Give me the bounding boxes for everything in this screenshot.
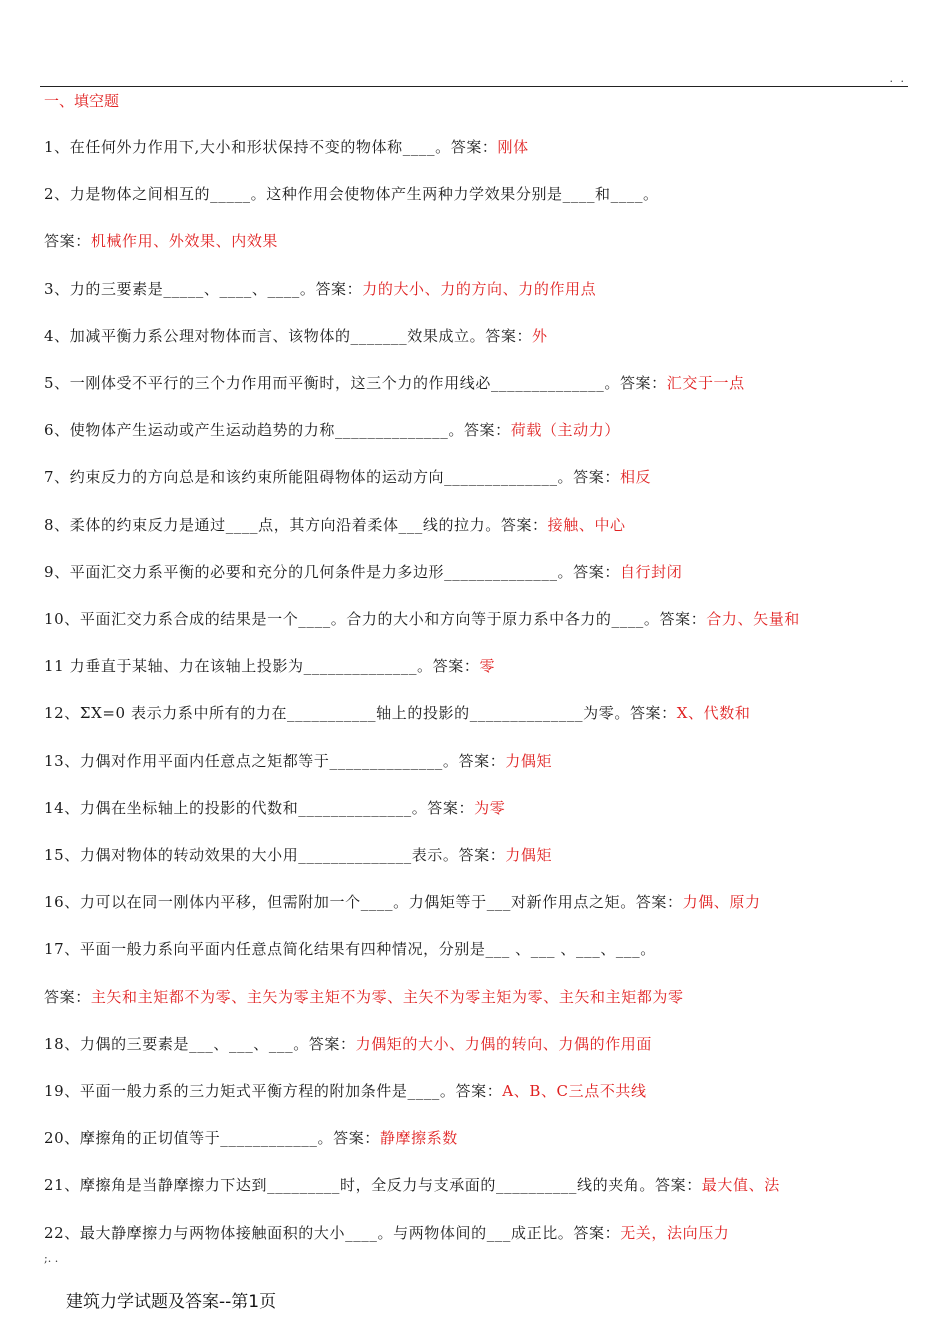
question-text: 15、力偶对物体的转动效果的大小用______________表示。答案：	[44, 846, 506, 864]
question-line	[44, 751, 924, 771]
question-text: 20、摩擦角的正切值等于____________。答案：	[44, 1129, 380, 1147]
question-line	[44, 515, 924, 535]
question-line	[44, 326, 924, 346]
page-footer: 建筑力学试题及答案--第1页	[66, 1292, 277, 1312]
question-text: 18、力偶的三要素是___、___、___。答案：	[44, 1035, 356, 1053]
question-line	[44, 1128, 924, 1148]
question-line	[44, 703, 924, 723]
question-line	[44, 420, 924, 440]
answer-text: A、B、C三点不共线	[502, 1082, 647, 1100]
answer-text: 合力、矢量和	[706, 610, 800, 628]
question-text: 11 力垂直于某轴、力在该轴上投影为______________。答案：	[44, 657, 480, 675]
question-line	[44, 137, 924, 157]
question-text: 答案：	[44, 988, 91, 1006]
question-text: 19、平面一般力系的三力矩式平衡方程的附加条件是____。答案：	[44, 1082, 503, 1100]
question-line	[44, 279, 924, 299]
answer-text: 自行封闭	[619, 563, 683, 581]
question-text: 4、加减平衡力系公理对物体而言、该物体的_______效果成立。答案：	[44, 327, 533, 345]
question-text: 2、力是物体之间相互的_____。这种作用会使物体产生两种力学效果分别是____和____。	[44, 185, 659, 203]
header-corner-mark: . .	[889, 72, 906, 85]
question-text: 13、力偶对作用平面内任意点之矩都等于______________。答案：	[44, 752, 506, 770]
answer-text: 荷载（主动力）	[510, 421, 620, 439]
question-line	[44, 1034, 924, 1054]
question-line	[44, 184, 924, 204]
answer-text: 力偶矩	[505, 846, 553, 864]
question-line	[44, 939, 924, 959]
answer-text: 接触、中心	[547, 516, 626, 534]
answer-text: 最大值、法	[701, 1176, 780, 1194]
answer-text: 外	[532, 327, 548, 345]
question-text: 8、柔体的约束反力是通过____点，其方向沿着柔体___线的拉力。答案：	[44, 516, 548, 534]
question-text: 12、ΣX=0 表示力系中所有的力在___________轴上的投影的______________为零。答案：	[44, 704, 677, 722]
answer-text: 相反	[619, 468, 652, 486]
question-text: 9、平面汇交力系平衡的必要和充分的几何条件是力多边形______________。答案：	[44, 563, 620, 581]
answer-text: 刚体	[497, 138, 529, 156]
question-text: 10、平面汇交力系合成的结果是一个____。合力的大小和方向等于原力系中各力的____。答案：	[44, 610, 707, 628]
question-line	[44, 467, 924, 487]
question-line	[44, 1175, 924, 1195]
answer-text: 静摩擦系数	[379, 1129, 458, 1147]
answer-text: 力偶、原力	[682, 893, 761, 911]
bottom-mark: ;. .	[44, 1252, 59, 1265]
question-text: 1、在任何外力作用下,大小和形状保持不变的物体称____。答案：	[44, 138, 498, 156]
question-line	[44, 798, 924, 818]
answer-text: 主矢和主矩都不为零、主矢为零主矩不为零、主矢不为零主矩为零、主矢和主矩都为零	[90, 988, 684, 1006]
question-text: 5、一刚体受不平行的三个力作用而平衡时，这三个力的作用线必______________。答案：	[44, 374, 667, 392]
answer-text: 汇交于一点	[666, 374, 745, 392]
question-line	[44, 231, 924, 251]
question-line	[44, 562, 924, 582]
question-text: 22、最大静摩擦力与两物体接触面积的大小____。与两物体间的___成正比。答案：	[44, 1224, 621, 1242]
question-line	[44, 892, 924, 912]
question-text: 答案：	[44, 232, 91, 250]
answer-text: 力偶矩的大小、力偶的转向、力偶的作用面	[355, 1035, 652, 1053]
question-line	[44, 373, 924, 393]
answer-text: 力偶矩	[505, 752, 553, 770]
question-line	[44, 1223, 924, 1243]
answer-text: 无关，法向压力	[620, 1224, 730, 1242]
section-title: 一、填空题	[44, 92, 120, 110]
question-text: 21、摩擦角是当静摩擦力下达到_________时，全反力与支承面的__________线的夹角。答案：	[44, 1176, 702, 1194]
question-line	[44, 656, 924, 676]
answer-text: 零	[479, 657, 496, 675]
question-text: 14、力偶在坐标轴上的投影的代数和______________。答案：	[44, 799, 475, 817]
question-text: 7、约束反力的方向总是和该约束所能阻碍物体的运动方向______________。答案：	[44, 468, 620, 486]
question-text: 16、力可以在同一刚体内平移，但需附加一个____。力偶矩等于___对新作用点之矩。答案：	[44, 893, 683, 911]
question-text: 17、平面一般力系向平面内任意点简化结果有四种情况，分别是___ 、___ 、___、___。	[44, 940, 656, 958]
answer-text: X、代数和	[676, 704, 751, 722]
answer-text: 机械作用、外效果、内效果	[90, 232, 279, 250]
answer-text: 为零	[474, 799, 506, 817]
question-line	[44, 1081, 924, 1101]
header-rule	[40, 86, 908, 87]
question-line	[44, 609, 924, 629]
question-text: 3、力的三要素是_____、____、____。答案：	[44, 280, 363, 298]
answer-text: 力的大小、力的方向、力的作用点	[362, 280, 597, 298]
question-line	[44, 987, 924, 1007]
question-text: 6、使物体产生运动或产生运动趋势的力称______________。答案：	[44, 421, 511, 439]
question-line	[44, 845, 924, 865]
